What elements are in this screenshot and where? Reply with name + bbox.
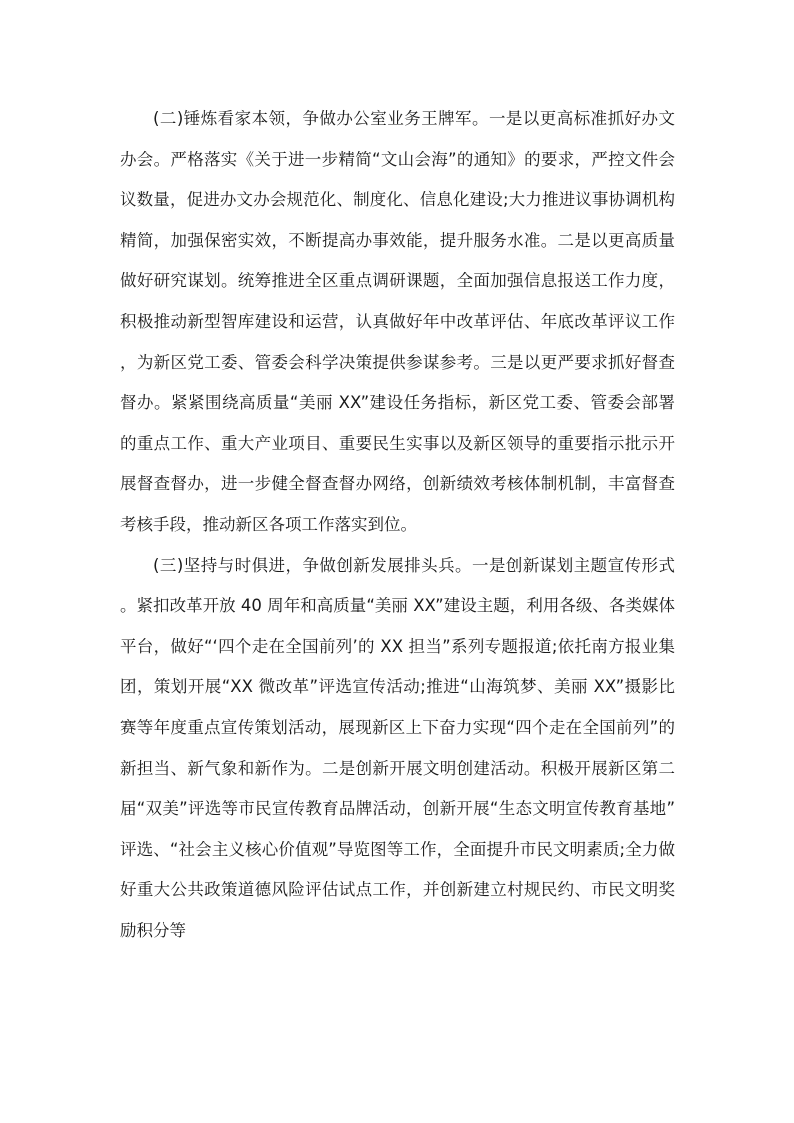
paragraph-innovation: (三)坚持与时俱进，争做创新发展排头兵。一是创新谋划主题宣传形式。紧扣改革开放 40 周年和高质量“美丽 XX”建设主题，利用各级、各类媒体平台，做好“‘四个走在全国前列’的 XX 担当”系列专题报道;依托南方报业集团，策划开展“XX 微改革”评选宣传活动;推进“山海筑梦、美丽 XX”摄影比赛等年度重点宣传策划活动，展现新区上下奋力实现“四个走在全国前列”的新担当、新气象和新作为。二是创新开展文明创建活动。积极开展新区第二届“双美”评选等市民宣传教育品牌活动，创新开展“生态文明宣传教育基地”评选、“社会主义核心价值观”导览图等工作，全面提升市民文明素质;全力做好重大公共政策道德风险评估试点工作，并创新建立村规民约、市民文明奖励积分等 xyxy=(120,555,675,940)
document-body xyxy=(120,99,675,951)
paragraph-office-work: (二)锤炼看家本领，争做办公室业务王牌军。一是以更高标准抓好办文办会。严格落实《关于进一步精简“文山会海”的通知》的要求，严控文件会议数量，促进办文办会规范化、制度化、信息化建设;大力推进议事协调机构精简，加强保密实效，不断提高办事效能，提升服务水准。二是以更高质量做好研究谋划。统筹推进全区重点调研课题，全面加强信息报送工作力度，积极推动新型智库建设和运营，认真做好年中改革评估、年底改革评议工作，为新区党工委、管委会科学决策提供参谋参考。三是以更严要求抓好督查督办。紧紧围绕高质量“美丽 XX”建设任务指标，新区党工委、管委会部署的重点工作、重大产业项目、重要民生实事以及新区领导的重要指示批示开展督查督办，进一步健全督查督办网络，创新绩效考核体制机制，丰富督查考核手段，推动新区各项工作落实到位。 xyxy=(120,109,675,534)
